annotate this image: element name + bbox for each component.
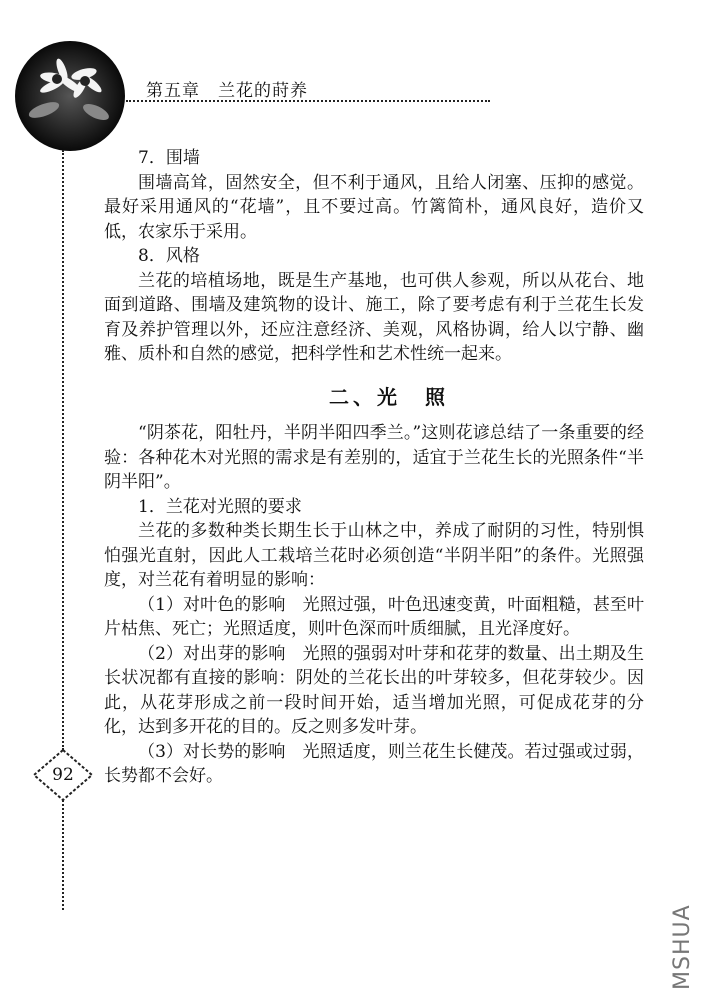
side-divider-bottom — [62, 800, 64, 910]
watermark: MSHUA — [670, 904, 695, 990]
chapter-title: 第五章 兰花的莳养 — [146, 81, 308, 101]
side-divider-top — [62, 150, 64, 750]
section-heading: 二、光 照 — [329, 384, 449, 409]
subsection-1-title: 1．兰花对光照的要求 — [138, 496, 302, 517]
item-7-body: 围墙高耸，固然安全，但不利于通风，且给人闭塞、压抑的感觉。最好采用通风的“花墙”，且不要过高。竹篱简朴，通风良好，造价又低，农家乐于采用。 — [104, 172, 644, 242]
page-content — [104, 146, 644, 789]
header-divider — [126, 100, 490, 102]
item-8-body: 兰花的培植场地，既是生产基地，也可供人参观，所以从花台、地面到道路、围墙及建筑物的设计、施工，除了要考虑有利于兰花生长发育及养护管理以外，还应注意经济、美观，风格协调，给人以宁静、幽雅、质朴和自然的感觉，把科学性和艺术性统一起来。 — [104, 270, 644, 364]
item-8-title: 8．风格 — [138, 246, 200, 266]
section-intro: “阴茶花，阳牡丹，半阴半阳四季兰。”这则花谚总结了一条重要的经验：各种花木对光照的需求是有差别的，适宜于兰花生长的光照条件“半阴半阳”。 — [104, 423, 644, 492]
flower-emblem-icon — [14, 40, 126, 152]
point-1: （1）对叶色的影响 光照过强，叶色迅速变黄，叶面粗糙，甚至叶片枯焦、死亡；光照适度，则叶色深而叶质细腻，且光泽度好。 — [104, 594, 644, 639]
subsection-1-body: 兰花的多数种类长期生长于山林之中，养成了耐阴的习性，特别惧怕强光直射，因此人工栽培兰花时必须创造“半阴半阳”的条件。光照强度，对兰花有着明显的影响： — [104, 521, 644, 590]
page-number: 92 — [52, 765, 74, 785]
point-3: （3）对长势的影响 光照适度，则兰花生长健茂。若过强或过弱，长势都不会好。 — [104, 741, 644, 786]
item-7-title: 7．围墙 — [138, 148, 200, 168]
point-2: （2）对出芽的影响 光照的强弱对叶芽和花芽的数量、出土期及生长状况都有直接的影响：阴处的兰花长出的叶芽较多，但花芽较少。因此，从花芽形成之前一段时间开始，适当增加光照，可促成花芽的分化，达到多开花的目的。反之则多发叶芽。 — [104, 643, 644, 737]
